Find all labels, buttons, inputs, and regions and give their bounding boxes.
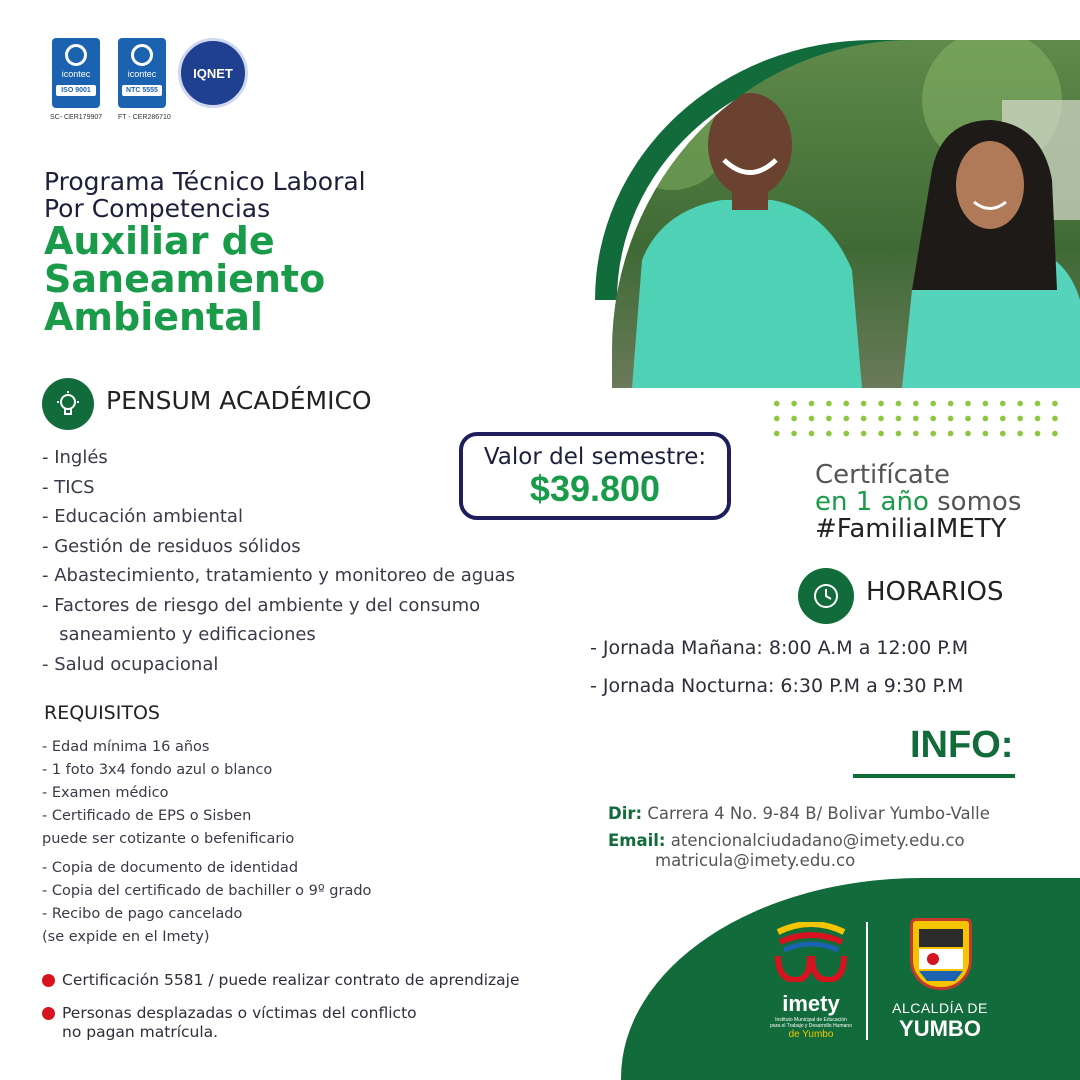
cert-code: SC- CER179907: [50, 114, 103, 121]
note-victims: Personas desplazadas o víctimas del conflicto no pagan matrícula.: [62, 1004, 417, 1042]
list-item: - Jornada Nocturna: 6:30 P.M a 9:30 P.M: [590, 675, 964, 697]
schedule-heading: HORARIOS: [866, 577, 1004, 607]
email-2: matricula@imety.edu.co: [655, 851, 856, 870]
lightbulb-icon: [42, 378, 94, 430]
list-item: - Copia de documento de identidad: [42, 860, 299, 876]
pensum-heading: PENSUM ACADÉMICO: [106, 386, 372, 415]
cert-standard: ISO 9001: [56, 85, 96, 96]
icontec-icon: [131, 44, 153, 66]
info-heading: INFO:: [910, 724, 1014, 766]
list-item: - Copia del certificado de bachiller o 9º grado: [42, 883, 372, 899]
list-item: - Gestión de residuos sólidos: [42, 535, 301, 557]
list-item: - TICS: [42, 476, 95, 498]
icontec-icon: [65, 44, 87, 66]
email-1: Email: atencionalciudadano@imety.edu.co: [608, 831, 965, 850]
info-divider: [853, 774, 1015, 778]
icontec-iso-badge: [52, 38, 100, 108]
red-bullet-icon: [42, 1007, 55, 1020]
clock-icon: [798, 568, 854, 624]
yumbo-shield-icon: [910, 918, 972, 990]
note-certification: Certificación 5581 / puede realizar contrato de aprendizaje: [62, 971, 520, 990]
list-item: - Jornada Mañana: 8:00 A.M a 12:00 P.M: [590, 637, 969, 659]
program-title: Auxiliar de Saneamiento Ambiental: [44, 219, 326, 339]
price-label: Valor del semestre:: [483, 444, 707, 470]
list-item: (se expide en el Imety): [42, 929, 210, 945]
list-item: - Certificado de EPS o Sisben: [42, 808, 252, 824]
list-item: - Educación ambiental: [42, 506, 243, 527]
iqnet-logo: IQNET: [178, 38, 248, 108]
schedule-list: [590, 629, 968, 705]
list-item: - Factores de riesgo del ambiente y del consumo: [42, 594, 481, 616]
cert-brand: icontec: [61, 69, 91, 79]
list-item: - Recibo de pago cancelado: [42, 906, 243, 922]
icontec-ntc-badge: [118, 38, 166, 108]
footer-separator: [866, 922, 868, 1040]
red-bullet-icon: [42, 974, 55, 987]
requirements-heading: REQUISITOS: [44, 702, 160, 724]
address: Dir: Carrera 4 No. 9-84 B/ Bolivar Yumbo-Valle: [608, 804, 990, 823]
price-box: [459, 432, 731, 520]
list-item: - 1 foto 3x4 fondo azul o blanco: [42, 762, 273, 778]
alcaldia-yumbo-logo: ALCALDÍA DE YUMBO: [892, 1000, 988, 1041]
pensum-list: [42, 443, 515, 679]
imety-logo: imety Instituto Municipal de Educación para el Trabajo y Desarrollo Humano de Yumbo: [770, 922, 852, 1038]
list-item: - Abastecimiento, tratamiento y monitoreo de aguas: [42, 565, 516, 586]
list-item: puede ser cotizante o befenificario: [42, 831, 295, 847]
dots-decoration: [768, 396, 1068, 438]
list-item: saneamiento y edificaciones: [42, 624, 316, 645]
list-item: - Edad mínima 16 años: [42, 739, 210, 755]
list-item: - Inglés: [42, 447, 108, 468]
cert-code: FT - CER286710: [118, 114, 171, 121]
certificate-slogan: Certifícate en 1 año somos #FamiliaIMETY: [815, 460, 1022, 544]
cert-standard: NTC 5555: [122, 85, 162, 96]
price-value: $39.800: [529, 468, 661, 509]
list-item: - Examen médico: [42, 785, 169, 801]
cert-brand: icontec: [127, 69, 157, 79]
list-item: - Salud ocupacional: [42, 653, 219, 675]
program-subtitle: Programa Técnico Laboral Por Competencias: [44, 167, 366, 223]
students-photo: [612, 40, 1080, 388]
requirements-list: [42, 736, 371, 949]
